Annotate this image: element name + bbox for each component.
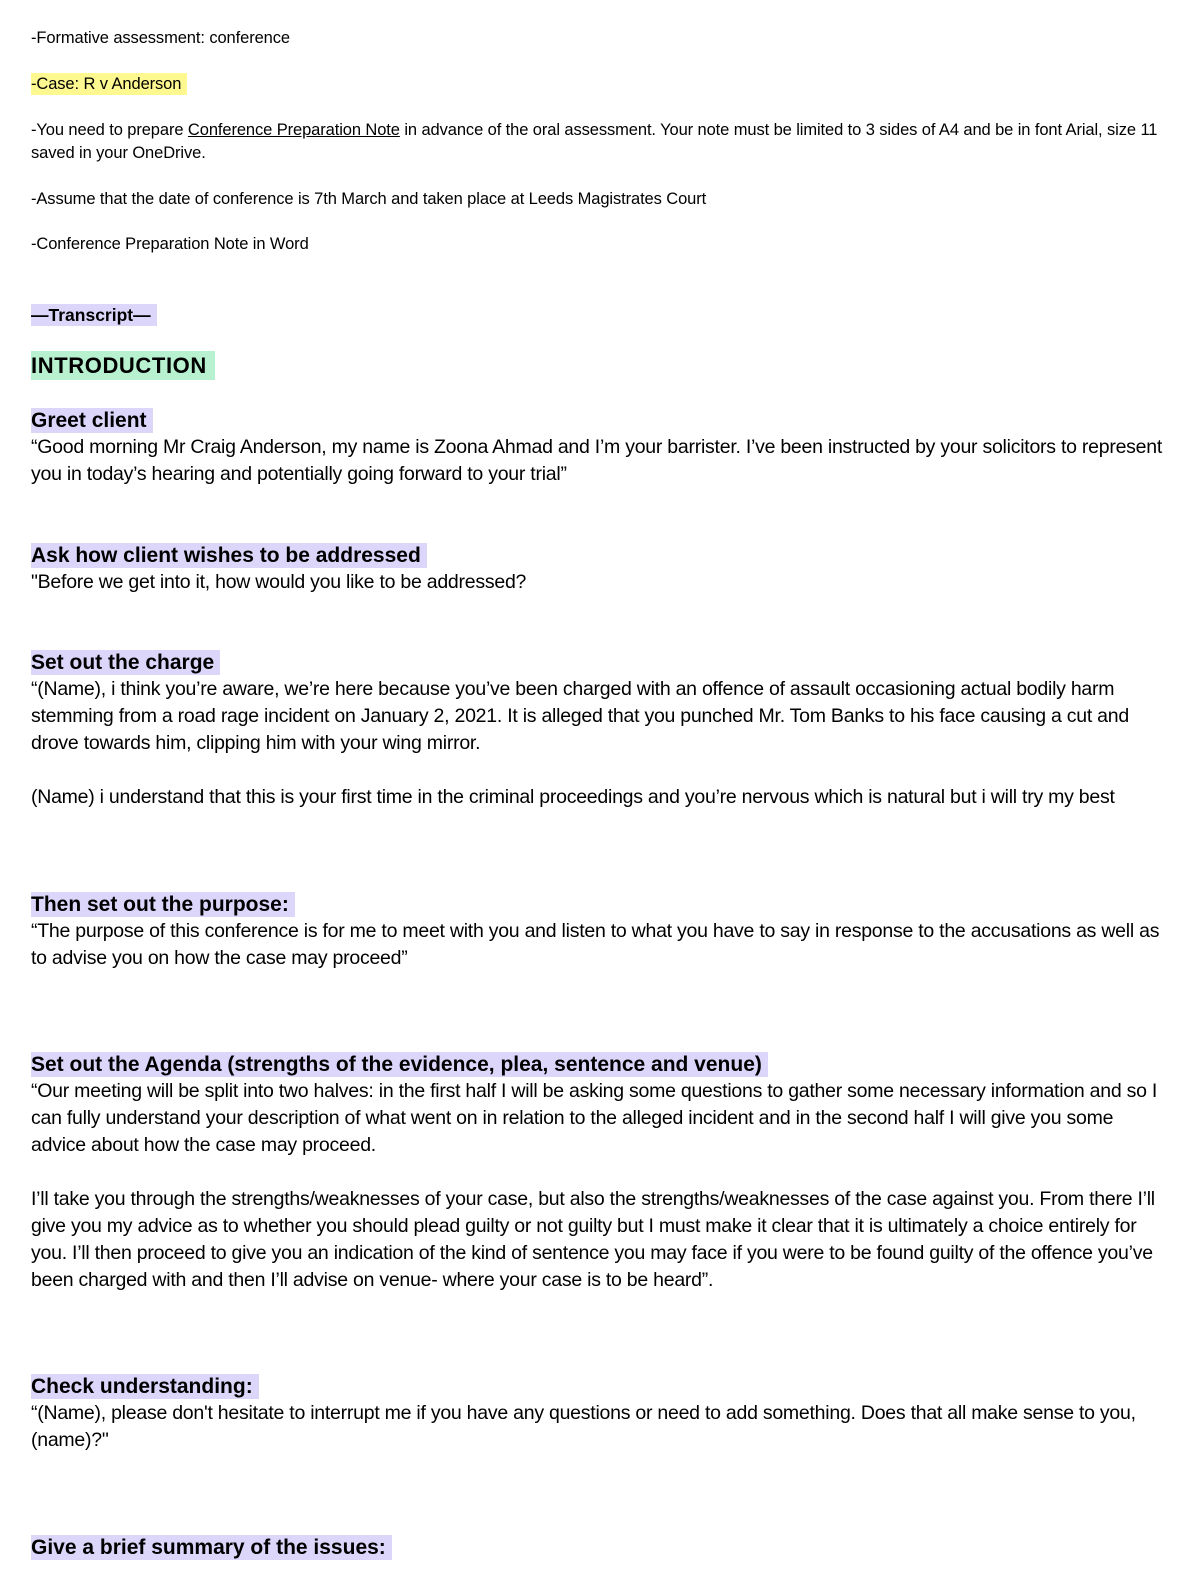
address-heading: Ask how client wishes to be addressed xyxy=(31,543,427,568)
section-summary xyxy=(31,1534,1171,1561)
section-charge xyxy=(31,649,1171,811)
section-understanding xyxy=(31,1373,1171,1454)
transcript-label-wrapper xyxy=(31,305,157,326)
case-line: -Case: R v Anderson xyxy=(31,73,187,95)
agenda-text-2: I’ll take you through the strengths/weaknesses of your case, but also the strengths/weaknesses of the case against you. From there I’ll give you my advice as to whether you should plead guilty or not guilty but I must make it clear that it is ultimately a choice entirely for you. I’ll then proceed to give you an indication of the kind of sentence you may face if you were to be found guilty of the offence you’ve been charged with and then I’ll advise on venue- where your case is to be heard”. xyxy=(31,1188,1155,1291)
section-greet xyxy=(31,407,1171,488)
note-suffix: in advance of the oral assessment. Your note must be limited to 3 sides of A4 and be in font Arial, size 11 saved in your OneDrive. xyxy=(31,121,1158,162)
section-agenda xyxy=(31,1051,1171,1294)
assume-line: -Assume that the date of conference is 7th March and taken place at Leeds Magistrates Court xyxy=(31,190,707,208)
charge-text-2: (Name) i understand that this is your first time in the criminal proceedings and you’re nervous which is natural but i will try my best xyxy=(31,786,1115,808)
greet-heading: Greet client xyxy=(31,408,153,433)
understanding-heading: Check understanding: xyxy=(31,1374,259,1399)
word-line: -Conference Preparation Note in Word xyxy=(31,235,309,253)
case-line-wrapper xyxy=(31,73,187,96)
transcript-label: —Transcript— xyxy=(31,304,157,326)
understanding-text: “(Name), please don't hesitate to interrupt me if you have any questions or need to add something. Does that all make sense to you, (name)?" xyxy=(31,1402,1136,1451)
purpose-text: “The purpose of this conference is for me to meet with you and listen to what you have to say in response to the accusations as well as to advise you on how the case may proceed” xyxy=(31,920,1160,969)
note-link: Conference Preparation Note xyxy=(187,121,400,139)
introduction-heading-wrapper xyxy=(31,353,215,379)
summary-heading: Give a brief summary of the issues: xyxy=(31,1535,392,1560)
charge-text-1: “(Name), i think you’re aware, we’re here because you’ve been charged with an offence of assault occasioning actual bodily harm stemming from a road rage incident on January 2, 2021. It is alleged that you punched Mr. Tom Banks to his face causing a cut and drove towards him, clipping him with your wing mirror. xyxy=(31,678,1129,754)
address-text: "Before we get into it, how would you like to be addressed? xyxy=(31,571,527,593)
agenda-text-1: “Our meeting will be split into two halves: in the first half I will be asking some questions to gather some necessary information and so I can fully understand your description of what went on in relation to the alleged incident and in the second half I will give you some advice about how the case may proceed. xyxy=(31,1080,1158,1156)
section-address xyxy=(31,542,1171,596)
agenda-heading: Set out the Agenda (strengths of the evidence, plea, sentence and venue) xyxy=(31,1052,768,1077)
section-purpose xyxy=(31,891,1171,972)
note-prefix: -You need to prepare xyxy=(31,121,188,139)
purpose-heading: Then set out the purpose: xyxy=(31,892,295,917)
charge-heading: Set out the charge xyxy=(31,650,220,675)
formative-line: -Formative assessment: conference xyxy=(31,29,290,47)
greet-text: “Good morning Mr Craig Anderson, my name is Zoona Ahmad and I’m your barrister. I’ve been instructed by your solicitors to represent you in today’s hearing and potentially going forward to your trial” xyxy=(31,436,1163,485)
note-instruction xyxy=(31,119,1161,165)
introduction-heading: INTRODUCTION xyxy=(31,351,215,380)
